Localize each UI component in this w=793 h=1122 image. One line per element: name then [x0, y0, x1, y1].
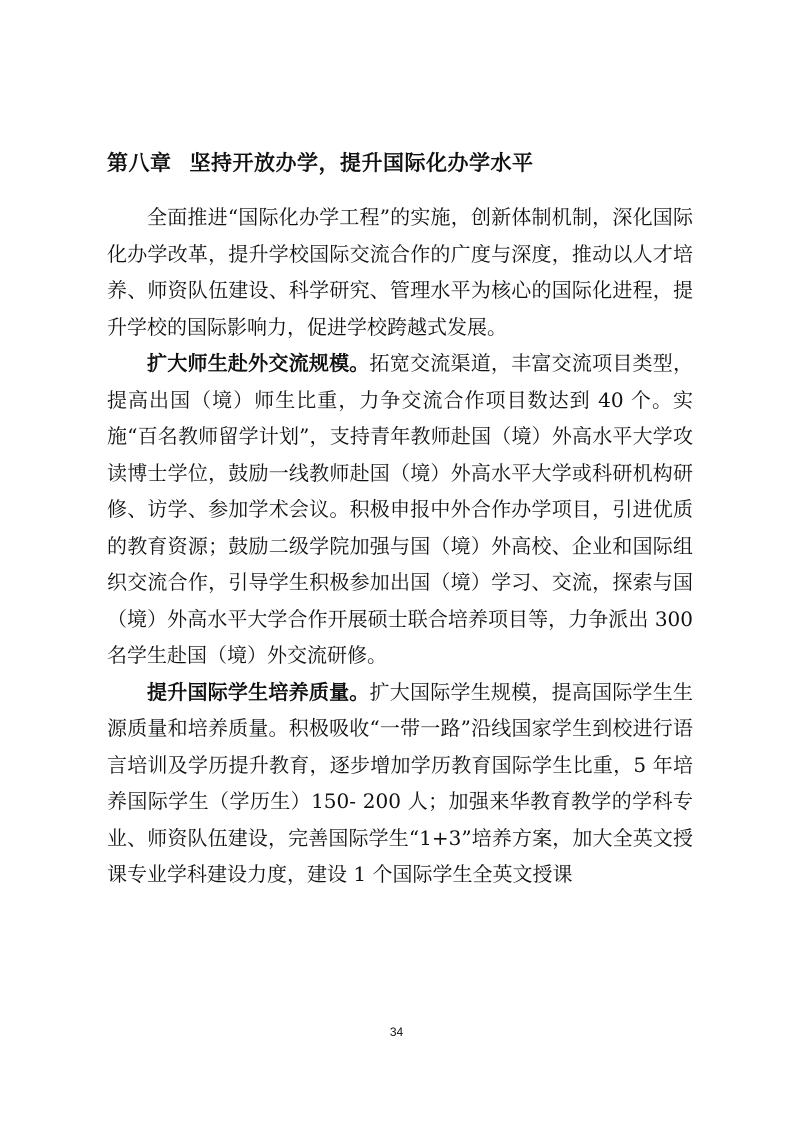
paragraph-text: 全面推进“国际化办学工程”的实施，创新体制机制，深化国际化办学改革，提升学校国际交流合作的广度与深度，推动以人才培养、师资队伍建设、科学研究、管理水平为核心的国际化进程，提升学校的国际影响力，促进学校跨越式发展。	[107, 205, 693, 339]
chapter-number: 第八章	[107, 151, 172, 175]
chapter-title: 坚持开放办学，提升国际化办学水平	[189, 151, 534, 175]
paragraph-lead: 扩大师生赴外交流规模。	[147, 351, 370, 375]
paragraph-international-students	[107, 674, 693, 893]
paragraph-text: 扩大国际学生规模，提高国际学生生源质量和培养质量。积极吸收“一带一路”沿线国家学生到校进行语言培训及学历提升教育，逐步增加学历教育国际学生比重，5 年培养国际学生（学历生）150- 200 人；加强来华教育教学的学科专业、师资队伍建设，完善国际学生“1+3”培养方案，加大全英文授课专业学科建设力度，建设 1 个国际学生全英文授课	[107, 679, 694, 886]
page-number: 34	[389, 1025, 404, 1039]
paragraph-lead: 提升国际学生培养质量。	[147, 679, 370, 704]
chapter-heading	[107, 148, 707, 178]
paragraph-text: 拓宽交流渠道，丰富交流项目类型，提高出国（境）师生比重，力争交流合作项目数达到 40 个。实施“百名教师留学计划”，支持青年教师赴国（境）外高水平大学攻读博士学位，鼓励一线教师赴国（境）外高水平大学或科研机构研修、访学、参加学术会议。积极申报中外合作办学项目，引进优质的教育资源；鼓励二级学院加强与国（境）外高校、企业和国际组织交流合作，引导学生积极参加出国（境）学习、交流，探索与国（境）外高水平大学合作开展硕士联合培养项目等，力争派出 300 名学生赴国（境）外交流研修。	[107, 351, 694, 667]
body-text	[107, 199, 693, 893]
paragraph-exchange	[107, 345, 693, 674]
paragraph-intro	[107, 199, 693, 345]
